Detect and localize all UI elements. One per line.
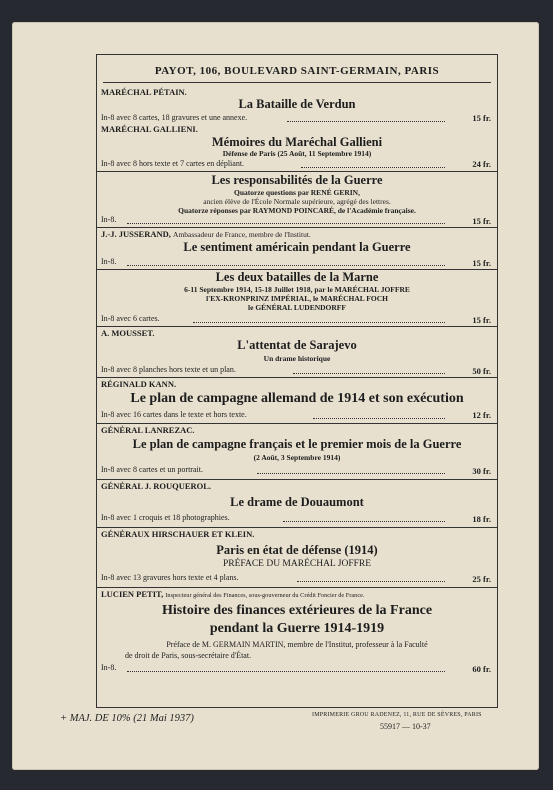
entry-price: 15 fr.: [472, 113, 491, 123]
entry-rule: [97, 423, 497, 424]
entry-rule: [97, 527, 497, 528]
header-rule: [103, 82, 491, 83]
leader-dots: [257, 473, 445, 474]
entry-price: 50 fr.: [472, 366, 491, 376]
leader-dots: [127, 671, 445, 672]
entry-subtitle: PRÉFACE DU MARÉCHAL JOFFRE: [222, 559, 372, 569]
print-code: 55917 — 10-37: [380, 722, 431, 731]
entry-rule: [97, 377, 497, 378]
entry-author: GÉNÉRAL LANREZAC.: [101, 425, 195, 435]
author-name: J.-J. JUSSERAND,: [101, 229, 171, 239]
entry-subtitle: ancien élève de l'École Normale supérieure, agrégé des lettres.: [203, 197, 391, 206]
entry-author: A. MOUSSET.: [101, 328, 155, 338]
entry-detail: In-8.: [101, 663, 117, 672]
entry-title: Le plan de campagne allemand de 1914 et son exécution: [130, 391, 464, 406]
catalogue-frame: [96, 54, 498, 708]
entry-author: GÉNÉRAUX HIRSCHAUER ET KLEIN.: [101, 529, 255, 539]
entry-author: GÉNÉRAL J. ROUQUEROL.: [101, 481, 212, 491]
leader-dots: [313, 418, 445, 419]
entry-title: Le drame de Douaumont: [230, 495, 364, 509]
entry-detail: In-8 avec 1 croquis et 18 photographies.: [101, 513, 230, 522]
entry-author: RÉGINALD KANN.: [101, 379, 177, 389]
entry-subtitle: (2 Août, 3 Septembre 1914): [253, 453, 341, 462]
entry-author: [101, 589, 365, 599]
entry-subtitle: Quatorze questions par RENÉ GERIN,: [234, 188, 360, 197]
entry-price: 15 fr.: [472, 258, 491, 268]
leader-dots: [287, 121, 445, 122]
entry-detail: In-8 avec 8 planches hors texte et un plan.: [101, 365, 236, 374]
leader-dots: [193, 322, 445, 323]
entry-rule: [97, 587, 497, 588]
entry-rule: [97, 326, 497, 327]
entry-price: 60 fr.: [472, 664, 491, 674]
entry-title: Le plan de campagne français et le premier mois de la Guerre: [132, 437, 462, 451]
entry-detail: In-8 avec 8 cartes, 18 gravures et une annexe.: [101, 113, 248, 122]
entry-price: 12 fr.: [472, 410, 491, 420]
entry-price: 15 fr.: [472, 216, 491, 226]
entry-subtitle: Préface de M. GERMAIN MARTIN, membre de l'Institut, professeur à la Faculté: [166, 640, 428, 649]
entry-subtitle: Défense de Paris (25 Août, 11 Septembre 1914): [222, 149, 372, 158]
entry-title: Les responsabilités de la Guerre: [211, 173, 383, 187]
entry-subtitle: 6-11 Septembre 1914, 15-18 Juillet 1918, par le MARÉCHAL JOFFRE: [184, 285, 410, 294]
entry-rule: [97, 479, 497, 480]
entry-subtitle: l'EX-KRONPRINZ IMPÉRIAL, le MARÉCHAL FOCH: [206, 294, 388, 303]
leader-dots: [297, 581, 445, 582]
entry-detail: In-8 avec 13 gravures hors texte et 4 plans.: [101, 573, 239, 582]
entry-title: Mémoires du Maréchal Gallieni: [211, 135, 383, 149]
entry-title: Les deux batailles de la Marne: [215, 270, 379, 284]
entry-title: L'attentat de Sarajevo: [237, 338, 357, 352]
entry-title: La Bataille de Verdun: [238, 97, 356, 111]
leader-dots: [301, 167, 445, 168]
entry-title: Paris en état de défense (1914): [216, 543, 378, 557]
entry-author: MARÉCHAL PÉTAIN.: [101, 87, 187, 97]
printer-imprint: IMPRIMERIE GROU RADENEZ, 11, RUE DE SÈVRES, PARIS: [312, 712, 482, 718]
entry-price: 30 fr.: [472, 466, 491, 476]
author-name: LUCIEN PETIT,: [101, 589, 164, 599]
entry-title: Histoire des finances extérieures de la France: [161, 603, 433, 618]
leader-dots: [293, 373, 445, 374]
entry-subtitle: Quatorze réponses par RAYMOND POINCARÉ, de l'Académie française.: [178, 206, 416, 215]
entry-author: MARÉCHAL GALLIENI.: [101, 124, 198, 134]
entry-detail: In-8.: [101, 215, 117, 224]
leader-dots: [127, 223, 445, 224]
entry-price: 15 fr.: [472, 315, 491, 325]
price-surcharge-note: + MAJ. DE 10% (21 Mai 1937): [60, 713, 194, 724]
entry-detail: In-8 avec 16 cartes dans le texte et hors texte.: [101, 410, 247, 419]
entry-subtitle: de droit de Paris, sous-secrétaire d'État.: [125, 651, 252, 660]
entry-author: [101, 229, 311, 239]
entry-rule: [97, 171, 497, 172]
entry-title-line2: pendant la Guerre 1914-1919: [209, 621, 385, 636]
author-note: Inspecteur général des Finances, sous-gouverneur du Crédit Foncier de France.: [165, 592, 365, 599]
entry-subtitle: Un drame historique: [263, 354, 331, 363]
entry-price: 18 fr.: [472, 514, 491, 524]
leader-dots: [283, 521, 445, 522]
entry-detail: In-8 avec 8 hors texte et 7 cartes en dépliant.: [101, 159, 245, 168]
author-note: Ambassadeur de France, membre de l'Institut.: [173, 230, 311, 239]
entry-detail: In-8 avec 6 cartes.: [101, 314, 160, 323]
leader-dots: [127, 265, 445, 266]
entry-price: 25 fr.: [472, 574, 491, 584]
entry-title: Le sentiment américain pendant la Guerre: [183, 240, 411, 254]
entry-rule: [97, 227, 497, 228]
publisher-header: PAYOT, 106, BOULEVARD SAINT-GERMAIN, PARIS: [154, 65, 440, 77]
entry-detail: In-8.: [101, 257, 117, 266]
entry-price: 24 fr.: [472, 159, 491, 169]
entry-subtitle: le GÉNÉRAL LUDENDORFF: [248, 303, 346, 312]
entry-detail: In-8 avec 8 cartes et un portrait.: [101, 465, 203, 474]
